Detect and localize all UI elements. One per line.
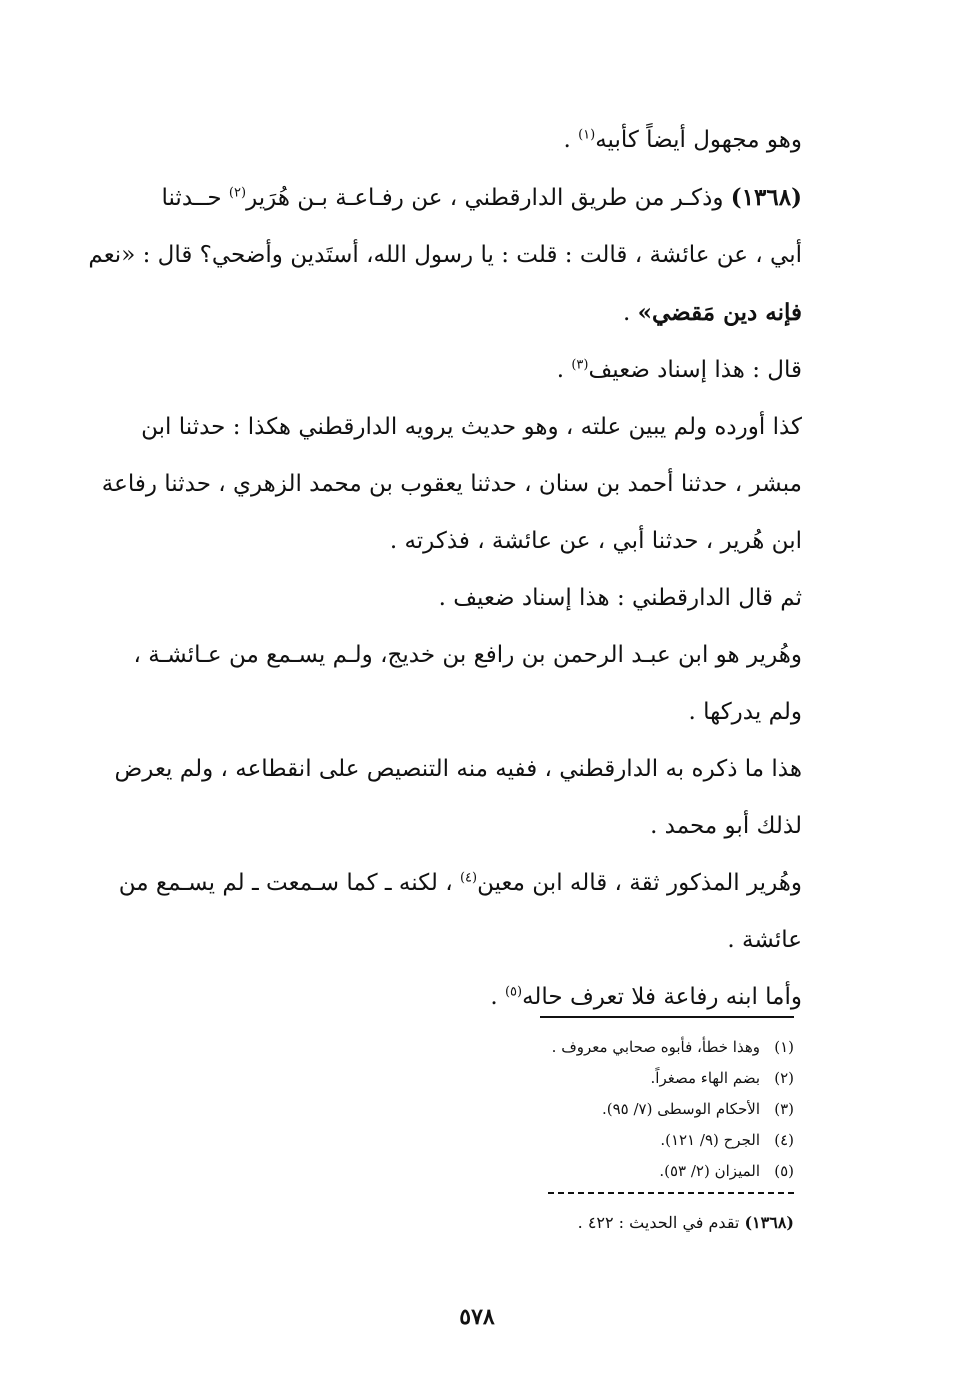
paragraph-3: [86, 342, 802, 399]
reference-note: [578, 1208, 794, 1238]
paragraph-6: [86, 627, 802, 741]
paragraph-2-line-1-text: وذكـر من طريق الدارقطني ، عن رفـاعـة بـن هُرَير: [246, 185, 731, 211]
footnote-text: الأحكام الوسطى (٧/ ٩٥).: [601, 1100, 760, 1118]
paragraph-4: [86, 399, 802, 570]
paragraph-3-text: قال : هذا إسناد ضعيف: [588, 357, 802, 383]
paragraph-4-line-1: كذا أورده ولم يبين علته ، وهو حديث يرويه الدارقطني هكذا : حدثنا ابن: [141, 414, 802, 440]
footnote-ref-4: (٤): [459, 870, 478, 886]
paragraph-8-line-1: [86, 855, 802, 912]
footnote-ref-1: (١): [578, 127, 596, 143]
footnote-item: [394, 1125, 794, 1156]
paragraph-2-line-1: [86, 169, 802, 227]
footnotes: [394, 1032, 794, 1187]
paragraph-5-line: ثم قال الدارقطني : هذا إسناد ضعيف .: [438, 585, 802, 611]
paragraph-7-line-2: لذلك أبو محمد .: [650, 813, 802, 839]
reference-separator: [548, 1192, 794, 1194]
paragraph-1-line: [86, 112, 802, 169]
paragraph-2-line-3-end: .: [623, 300, 638, 326]
footnote-item: [394, 1032, 794, 1063]
hadith-quote-end: فإنه دين مَقضي»: [637, 299, 802, 326]
paragraph-2: [86, 169, 802, 342]
paragraph-1-text: وهو مجهول أيضاً كأبيه: [595, 127, 802, 153]
paragraph-8-line-1-b: ، لكنه ـ كما سـمعت ـ لم يسـمع من: [118, 870, 460, 896]
paragraph-6-line-1: وهُرير هو ابن عبـد الرحمن بن رافع بن خديج، ولـم يسـمع من عـائشـة ،: [133, 642, 802, 668]
paragraph-2-line-2: أبي ، عن عائشة ، قالت : قلت : يا رسول الله، أستَدين وأضحي؟ قال : «نعم: [88, 242, 802, 268]
page-number: ٥٧٨: [459, 1304, 495, 1330]
main-text: [86, 112, 802, 1026]
paragraph-7: [86, 741, 802, 855]
footnote-text: الجرح (٩/ ١٢١).: [660, 1131, 760, 1149]
footnote-text: وهذا خطأ، فأبوه صحابي معروف .: [551, 1038, 760, 1056]
footnote-text: الميزان (٢/ ٥٣).: [659, 1162, 760, 1180]
paragraph-4-line-3: ابن هُرير ، حدثنا أبي ، عن عائشة ، فذكرته .: [389, 528, 802, 554]
paragraph-8: [86, 855, 802, 969]
paragraph-1-end: .: [563, 127, 579, 153]
paragraph-2-line-1-end: حــدثنا: [161, 185, 229, 211]
reference-text: تقدم في الحديث : ٤٢٢ .: [577, 1213, 745, 1232]
footnote-number: (٢): [774, 1069, 794, 1087]
footnote-number: (٣): [774, 1100, 794, 1118]
footnote-number: (١): [774, 1038, 794, 1056]
footnote-item: [394, 1156, 794, 1187]
paragraph-9-end: .: [490, 984, 505, 1010]
paragraph-3-end: .: [556, 357, 572, 383]
footnote-separator: [540, 1016, 794, 1018]
footnote-ref-2: (٢): [228, 185, 247, 201]
paragraph-3-line: [86, 342, 802, 399]
footnote-number: (٤): [774, 1131, 794, 1149]
footnote-item: [394, 1063, 794, 1094]
paragraph-4-line-2: مبشر ، حدثنا أحمد بن سنان ، حدثنا يعقوب بن محمد الزهري ، حدثنا رفاعة: [101, 471, 802, 497]
paragraph-8-line-2: عائشة .: [727, 927, 802, 953]
paragraph-1: [86, 112, 802, 169]
paragraph-7-line-1: هذا ما ذكره به الدارقطني ، ففيه منه التنصيص على انقطاعه ، ولم يعرض: [114, 756, 802, 782]
footnote-number: (٥): [774, 1162, 794, 1180]
footnote-text: بضم الهاء مصغراً.: [650, 1069, 760, 1087]
paragraph-6-line-2: ولم يدركها .: [688, 699, 802, 725]
footnote-item: [394, 1094, 794, 1125]
footnote-ref-5: (٥): [504, 984, 523, 1000]
paragraph-8-line-1-a: وهُرير المذكور ثقة ، قاله ابن معين: [477, 870, 802, 896]
hadith-number: (١٣٦٨): [730, 184, 802, 211]
footnote-ref-3: (٣): [571, 357, 589, 373]
reference-number: (١٣٦٨): [744, 1213, 794, 1232]
paragraph-9-text: وأما ابنه رفاعة فلا تعرف حاله: [522, 984, 802, 1010]
paragraph-2-line-3: [86, 284, 802, 342]
paragraph-5: [86, 570, 802, 627]
